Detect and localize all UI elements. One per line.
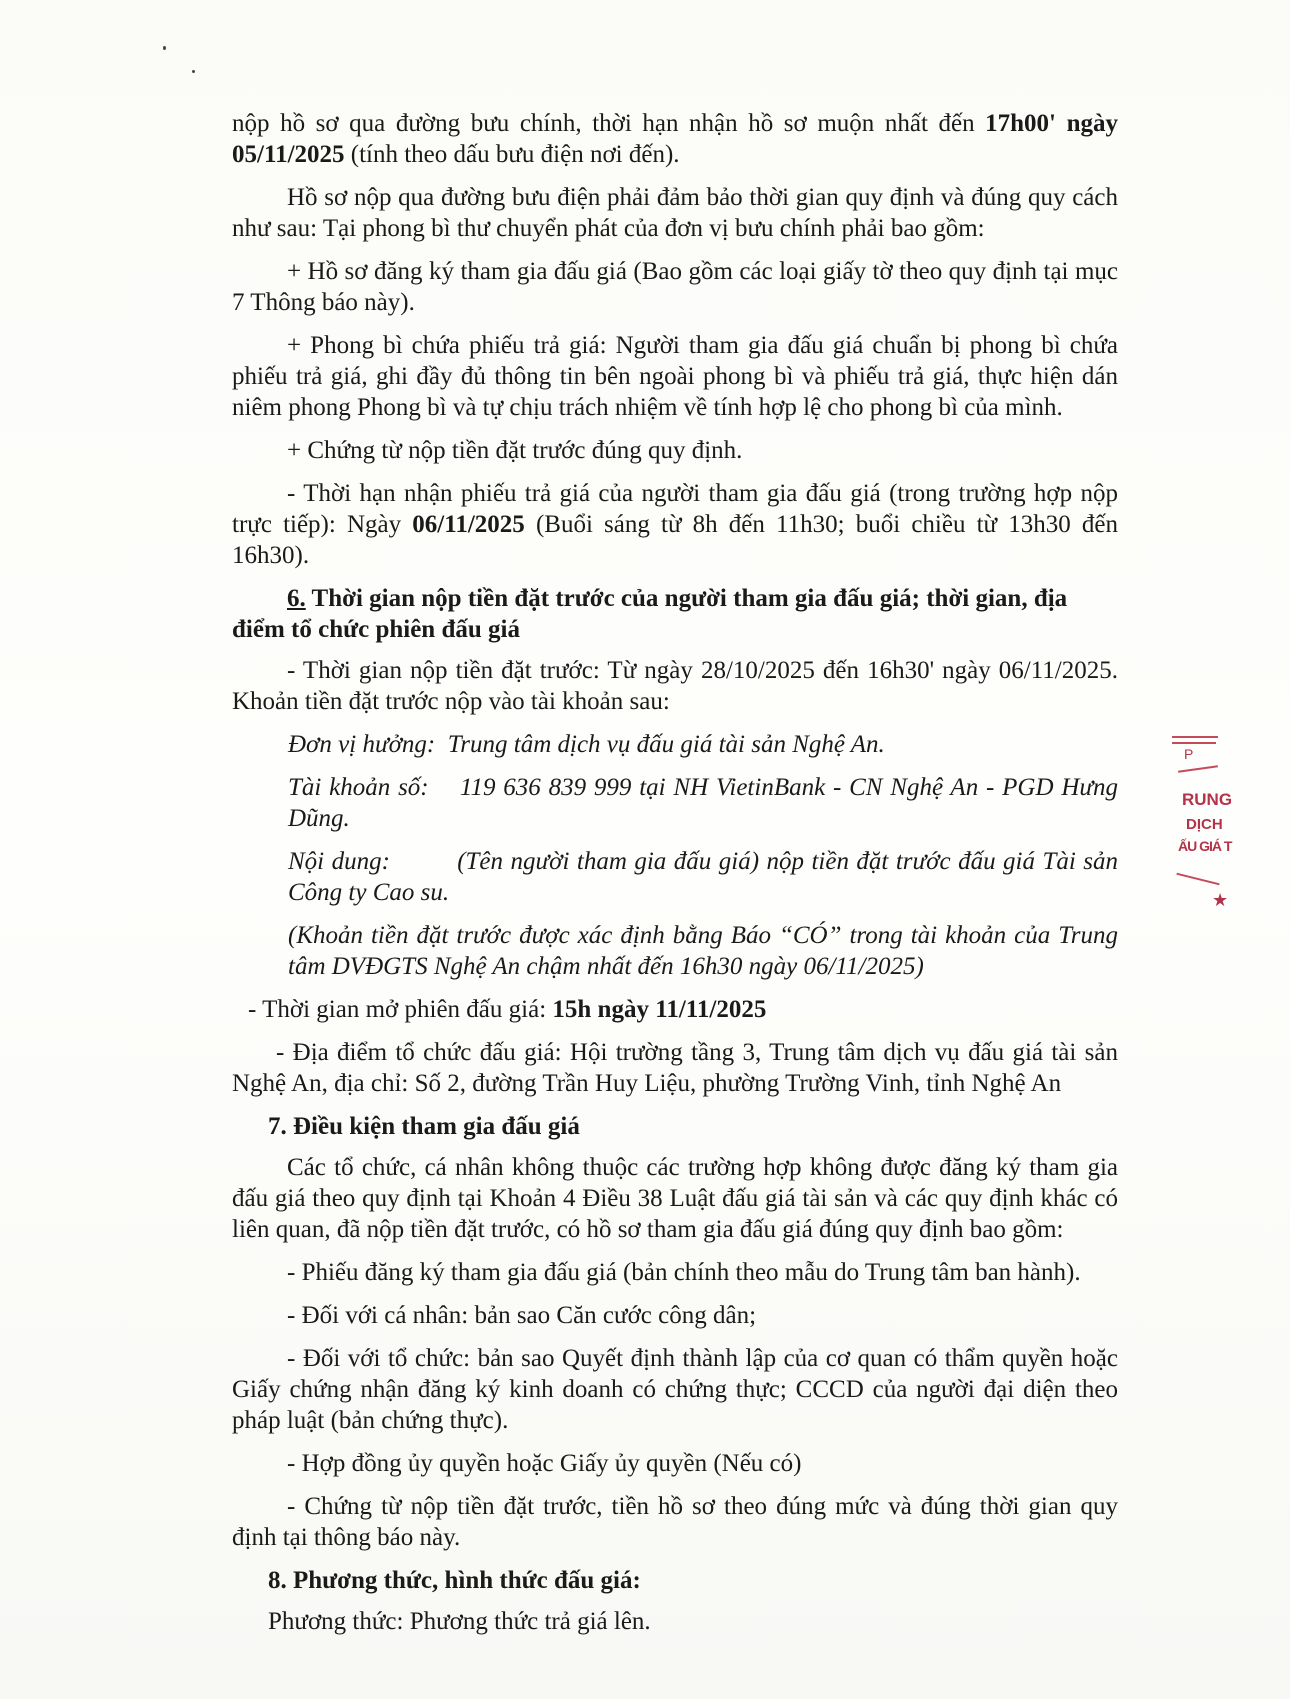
document-body <box>232 108 1118 1649</box>
scan-speck <box>192 70 195 73</box>
stamp-line <box>1172 736 1218 738</box>
stamp-text: P <box>1184 746 1194 762</box>
stamp-text: RUNG <box>1182 790 1233 809</box>
open-time-label: - Thời gian mở phiên đấu giá: <box>248 996 553 1023</box>
open-time-value: 15h ngày 11/11/2025 <box>552 996 767 1023</box>
account-line <box>232 772 1118 834</box>
stamp-line <box>1172 742 1216 744</box>
content-line <box>232 846 1118 908</box>
text: (tính theo dấu bưu điện nơi đến). <box>344 141 680 168</box>
paragraph-bid-receipt-time <box>232 478 1118 571</box>
deposit-note: (Khoản tiền đặt trước được xác định bằng Báo “CÓ” trong tài khoản của Trung tâm DVĐGTS Nghệ An chậm nhất đến 16h30 ngày 06/11/2025) <box>288 922 1118 980</box>
paragraph-postal-requirements: Hồ sơ nộp qua đường bưu điện phải đảm bảo thời gian quy định và đúng quy cách như sau: Tại phong bì thư chuyển phát của đơn vị bưu chính phải bao gồm: <box>232 184 1118 242</box>
stamp-text: ẤU GIÁ T <box>1178 838 1232 854</box>
section-7-heading: 7. Điều kiện tham gia đấu giá <box>268 1113 580 1140</box>
section-number: 6. <box>287 585 306 612</box>
list-item: - Phiếu đăng ký tham gia đấu giá (bản chính theo mẫu do Trung tâm ban hành). <box>287 1259 1081 1286</box>
stamp-star-icon: ★ <box>1212 890 1229 910</box>
paragraph-method: Phương thức: Phương thức trả giá lên. <box>268 1608 651 1635</box>
beneficiary-label: Đơn vị hưởng: <box>288 731 436 758</box>
stamp-line <box>1178 765 1218 773</box>
bid-receipt-date: 06/11/2025 <box>412 511 525 538</box>
list-item: - Chứng từ nộp tiền đặt trước, tiền hồ sơ theo đúng mức và đúng thời gian quy định tại thông báo này. <box>232 1493 1118 1551</box>
scan-speck <box>163 46 166 50</box>
paragraph-deposit-proof: + Chứng từ nộp tiền đặt trước đúng quy định. <box>287 437 743 464</box>
beneficiary-line <box>232 729 1118 760</box>
paragraph-postal-deadline <box>232 108 1118 170</box>
list-item: - Hợp đồng ủy quyền hoặc Giấy ủy quyền (Nếu có) <box>287 1450 802 1477</box>
section-6-heading <box>232 583 1118 645</box>
text: nộp hồ sơ qua đường bưu chính, thời hạn nhận hồ sơ muộn nhất đến <box>232 110 986 137</box>
postal-deadline-date: 17h00' ngày 05/11/2025 <box>232 110 1118 168</box>
list-item: - Đối với cá nhân: bản sao Căn cước công dân; <box>287 1302 757 1329</box>
list-item: - Đối với tổ chức: bản sao Quyết định thành lập của cơ quan có thẩm quyền hoặc Giấy chứng nhận đăng ký kinh doanh có chứng thực; CCCD của người đại diện theo pháp luật (bản chứng thực). <box>232 1345 1118 1434</box>
text: - Thời hạn nhận phiếu trả giá của người tham gia đấu giá (trong trường hợp nộp trực tiếp): Ngày <box>232 480 1118 538</box>
paragraph-open-time <box>232 994 1118 1025</box>
account-label: Tài khoản số: <box>288 774 429 801</box>
beneficiary-value: Trung tâm dịch vụ đấu giá tài sản Nghệ An. <box>447 731 885 758</box>
paragraph-bid-envelope: + Phong bì chứa phiếu trả giá: Người tham gia đấu giá chuẩn bị phong bì chứa phiếu trả giá, ghi đầy đủ thông tin bên ngoài phong bì và phiếu trả giá, thực hiện dán niêm phong Phong bì và tự chịu trách nhiệm về tính hợp lệ cho phong bì của mình. <box>232 332 1118 421</box>
content-value: (Tên người tham gia đấu giá) nộp tiền đặt trước đấu giá Tài sản Công ty Cao su. <box>288 848 1119 906</box>
paragraph-conditions-intro: Các tổ chức, cá nhân không thuộc các trường hợp không được đăng ký tham gia đấu giá theo quy định tại Khoản 4 Điều 38 Luật đấu giá tài sản và các quy định khác có liên quan, đã nộp tiền đặt trước, có hồ sơ tham gia đấu giá đúng quy định bao gồm: <box>232 1154 1118 1243</box>
section-title: Thời gian nộp tiền đặt trước của người tham gia đấu giá; thời gian, địa điểm tổ chức phiên đấu giá <box>232 585 1068 643</box>
stamp-line <box>1176 873 1219 886</box>
paragraph-registration-docs: + Hồ sơ đăng ký tham gia đấu giá (Bao gồm các loại giấy tờ theo quy định tại mục 7 Thông báo này). <box>232 258 1118 316</box>
paragraph-location: - Địa điểm tổ chức đấu giá: Hội trường tầng 3, Trung tâm dịch vụ đấu giá tài sản Nghệ An, địa chỉ: Số 2, đường Trần Huy Liệu, phường Trường Vinh, tỉnh Nghệ An <box>232 1039 1118 1097</box>
section-8-heading: 8. Phương thức, hình thức đấu giá: <box>268 1567 641 1594</box>
content-label: Nội dung: <box>288 848 390 875</box>
stamp-text: DỊCH <box>1186 816 1223 833</box>
text: (Buổi sáng từ 8h đến 11h30; buổi chiều từ 13h30 đến 16h30). <box>232 511 1118 569</box>
account-value: 119 636 839 999 tại NH VietinBank - CN Nghệ An - PGD Hưng Dũng. <box>288 774 1119 832</box>
red-seal-stamp <box>1172 728 1290 928</box>
paragraph-deposit-time: - Thời gian nộp tiền đặt trước: Từ ngày 28/10/2025 đến 16h30' ngày 06/11/2025. Khoản tiền đặt trước nộp vào tài khoản sau: <box>232 657 1118 715</box>
